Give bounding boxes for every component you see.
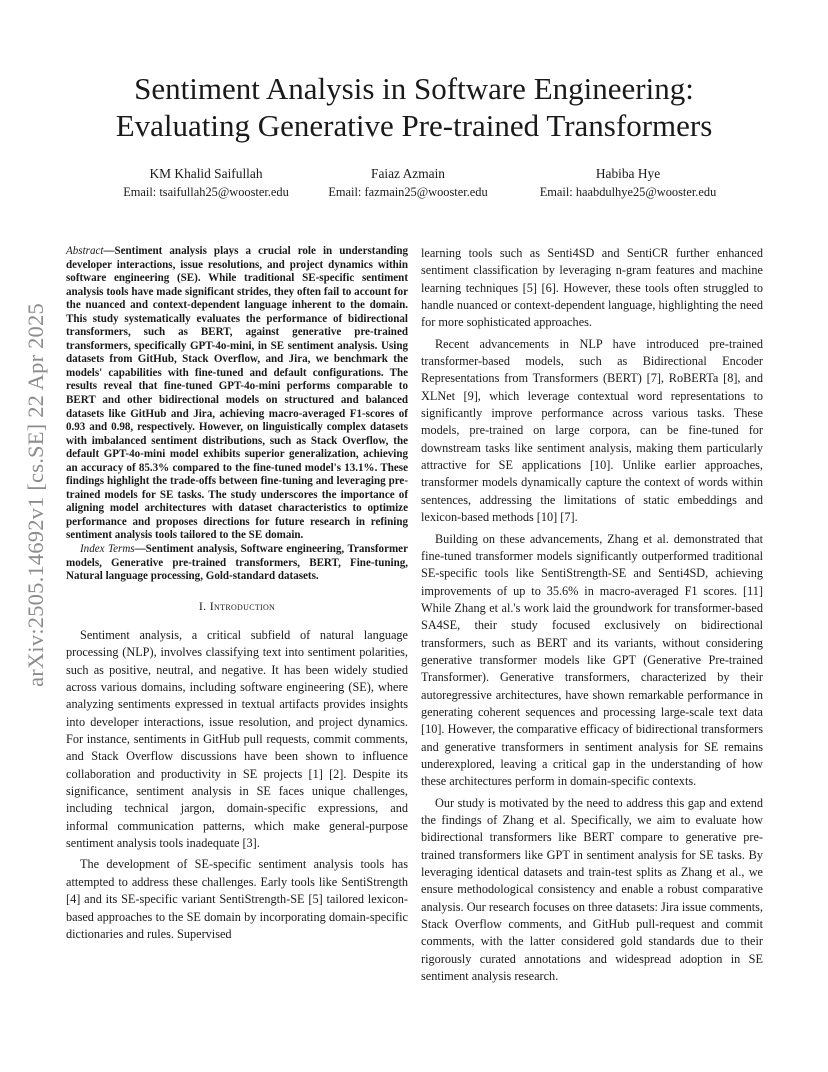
body-paragraph: learning tools such as Senti4SD and SentiCR further enhanced sentiment classification by leveraging n-gram features and machine learning techniques [5] [6]. However, these tools often struggled to handle nuanced or context-dependent language, highlighting the need for more sophisticated approaches.: [421, 246, 763, 330]
author-name: Faiaz Azmain: [371, 166, 445, 181]
arxiv-identifier[interactable]: arXiv:2505.14692v1 [cs.SE] 22 Apr 2025: [23, 303, 48, 687]
intro-paragraph: Sentiment analysis, a critical subfield of natural language processing (NLP), involves classifying text into sentiment polarities, such as positive, neutral, and negative. It has been widely studied across various domains, including software engineering (SE), where analyzing sentiments expressed in textual artifacts provides insights into developer interactions, issue resolution, and project dynamics. For instance, sentiments in GitHub pull requests, commit comments, and Stack Overflow discussions have been shown to influence collaboration and productivity in SE projects [1] [2]. Despite its significance, sentiment analysis in SE faces unique challenges, including technical jargon, domain-specific expressions, and informal communication patterns, which make general-purpose sentiment analysis tools inadequate [3].: [66, 628, 408, 851]
abstract-label: Abstract: [66, 245, 104, 257]
abstract-text: —Sentiment analysis plays a crucial role in understanding developer interactions, issue resolutions, and project dynamics within software engineering (SE). While traditional SE-specific sentiment analysis tools have made significant strides, they often fail to account for the nuanced and context-dependent language inherent to the domain. This study systematically evaluates the performance of bidirectional transformers, such as BERT, against generative pre-trained transformers, specifically GPT-4o-mini, in SE sentiment analysis. Using datasets from GitHub, Stack Overflow, and Jira, we benchmark the models' capabilities with fine-tuned and default configurations. The results reveal that fine-tuned GPT-4o-mini performs comparable to BERT and other bidirectional models on structured and balanced datasets like GitHub and Jira, achieving macro-averaged F1-scores of 0.93 and 0.98, respectively. However, on linguistically complex datasets with imbalanced sentiment distributions, such as Stack Overflow, the default GPT-4o-mini model exhibits superior generalization, achieving an accuracy of 85.3% compared to the fine-tuned model's 13.1%. These findings highlight the trade-offs between fine-tuning and leveraging pre-trained models for SE tasks. The study underscores the importance of aligning model architectures with dataset characteristics to optimize performance and proposes directions for future research in refining sentiment analysis tools tailored to the SE domain.: [66, 245, 408, 542]
author-block: [519, 164, 737, 202]
author-email[interactable]: Email: haabdulhye25@wooster.edu: [539, 185, 717, 199]
abstract: [66, 245, 408, 543]
right-column: [421, 245, 763, 985]
body-paragraph: Our study is motivated by the need to address this gap and extend the findings of Zhang et al. Specifically, we aim to evaluate how bidirectional transformers like BERT compare to generative pre-trained transformers like GPT in sentiment analysis for SE tasks. By leveraging identical datasets and train-test splits as Zhang et al., we ensure methodological consistency and enable a robust comparative analysis. Our research focuses on three datasets: Jira issue comments, Stack Overflow comments, and GitHub pull-request and commit comments, with the latter considered gold standards due to their rigorously curated annotations and widespread adoption in SE sentiment analysis research.: [421, 795, 763, 984]
section-heading-introduction: [66, 598, 408, 615]
body-paragraph: Recent advancements in NLP have introduced pre-trained transformer-based models, such as Bidirectional Encoder Representations from Transformers (BERT) [7], RoBERTa [8], and XLNet [9], which leverage contextual word representations to significantly improve performance across various tasks. These models, pre-trained on large corpora, can be fine-tuned for downstream tasks like sentiment analysis, making them particularly attractive for SE applications [10]. Unlike earlier approaches, transformer models dynamically capture the context of words within sentences, addressing the limitations of static embeddings and lexicon-based methods [10] [7].: [421, 336, 763, 525]
index-terms: [66, 543, 408, 584]
arxiv-stamp: [22, 262, 50, 728]
index-terms-label: Index Terms: [80, 543, 135, 556]
author-block: [96, 164, 316, 202]
author-email[interactable]: Email: fazmain25@wooster.edu: [328, 185, 488, 199]
author-email[interactable]: Email: tsaifullah25@wooster.edu: [123, 185, 289, 199]
left-column: [66, 245, 408, 943]
index-terms-text: —Sentiment analysis, Software engineering, Transformer models, Generative pre-trained transformers, BERT, Fine-tuning, Natural language processing, Gold-standard datasets.: [66, 543, 408, 583]
author-block: [300, 164, 516, 202]
paper-title-line-2: Evaluating Generative Pre-trained Transformers: [115, 108, 713, 143]
author-name: Habiba Hye: [595, 166, 661, 181]
intro-paragraph: The development of SE-specific sentiment analysis tools has attempted to address these challenges. Early tools like SentiStrength [4] and its SE-specific variant SentiStrength-SE [5] tailored lexicon-based approaches to the SE domain by incorporating domain-specific dictionaries and rules. Supervised: [66, 857, 408, 941]
body-paragraph: Building on these advancements, Zhang et al. demonstrated that fine-tuned transformer models significantly outperformed traditional SE-specific tools like SentiStrength-SE and Senti4SD, achieving improvements of up to 35.6% in macro-averaged F1 scores. [11] While Zhang et al.'s work laid the groundwork for transformer-based SA4SE, their study focused exclusively on bidirectional transformers, such as BERT and its variants, without considering generative transformer models like GPT (Generative Pre-trained Transformer). Generative transformers, characterized by their autoregressive architectures, have shown remarkable performance in generating coherent sequences and processing large-scale text data [10]. However, the comparative efficacy of bidirectional transformers and generative transformers in sentiment analysis for SE remains underexplored, leaving a critical gap in the understanding of how these architectures perform in domain-specific contexts.: [421, 531, 763, 789]
author-name: KM Khalid Saifullah: [149, 166, 263, 181]
section-title: Introduction: [209, 598, 276, 613]
paper-title-line-1: Sentiment Analysis in Software Engineering:: [134, 71, 694, 106]
section-number: I.: [198, 598, 207, 613]
